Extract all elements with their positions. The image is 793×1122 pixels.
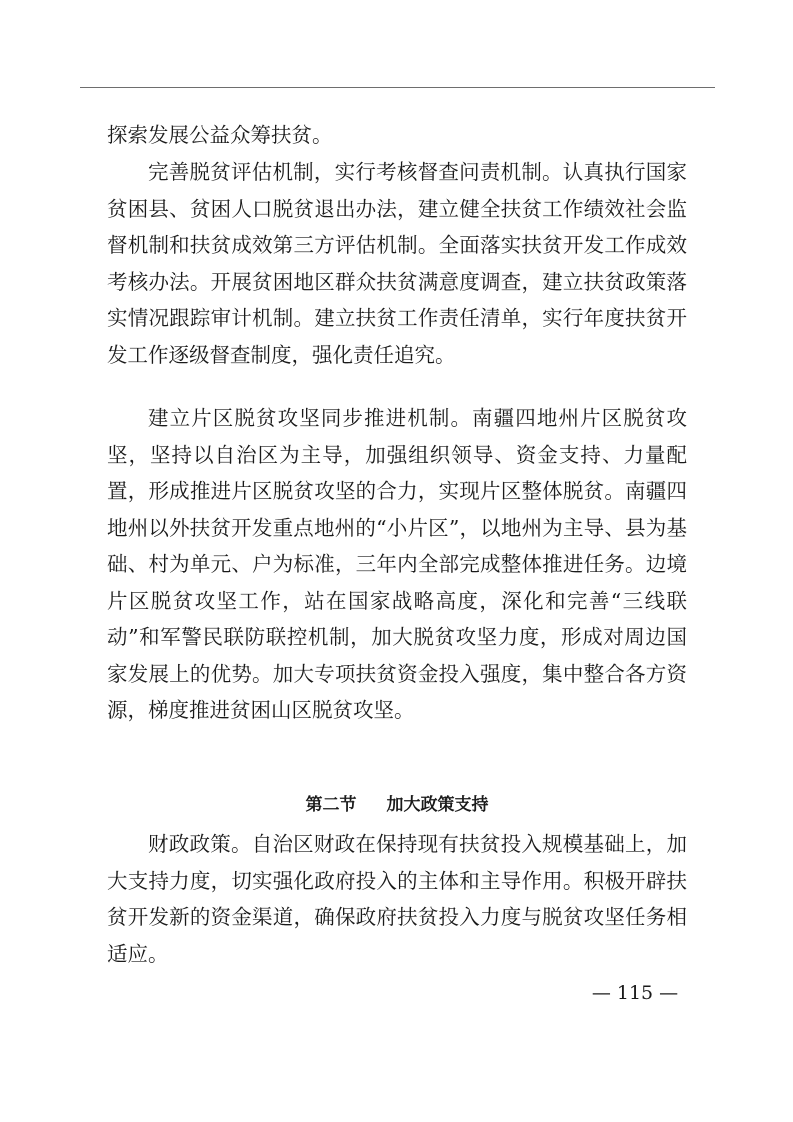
section-title: 加大政策支持 <box>386 795 489 815</box>
paragraph-continued: 探索发展公益众筹扶贫。 <box>107 123 333 147</box>
paragraph-evaluation-mechanism: 完善脱贫评估机制，实行考核督查问责机制。认真执行国家贫困县、贫困人口脱贫退出办法，建立健全扶贫工作绩效社会监督机制和扶贫成效第三方评估机制。全面落实扶贫开发工作成效考核办法。开展贫困地区群众扶贫满意度调查，建立扶贫政策落实情况跟踪审计机制。建立扶贫工作责任清单，实行年度扶贫开发工作逐级督查制度，强化责任追究。 <box>107 160 687 367</box>
paragraph-fiscal-policy: 财政政策。自治区财政在保持现有扶贫投入规模基础上，加大支持力度，切实强化政府投入的主体和主导作用。积极开辟扶贫开发新的资金渠道，确保政府扶贫投入力度与脱贫攻坚任务相适应。 <box>107 832 687 966</box>
header-rule <box>80 87 715 88</box>
page-number: — 115 — <box>591 982 679 1004</box>
section-number: 第二节 <box>305 795 357 815</box>
section-heading <box>107 791 687 819</box>
paragraph-regional-mechanism: 建立片区脱贫攻坚同步推进机制。南疆四地州片区脱贫攻坚，坚持以自治区为主导，加强组织领导、资金支持、力量配置，形成推进片区脱贫攻坚的合力，实现片区整体脱贫。南疆四地州以外扶贫开发重点地州的“小片区”，以地州为主导、县为基础、村为单元、户为标准，三年内全部完成整体推进任务。边境片区脱贫攻坚工作，站在国家战略高度，深化和完善“三线联动”和军警民联防联控机制，加大脱贫攻坚力度，形成对周边国家发展上的优势。加大专项扶贫资金投入强度，集中整合各方资源，梯度推进贫困山区脱贫攻坚。 <box>107 406 687 722</box>
